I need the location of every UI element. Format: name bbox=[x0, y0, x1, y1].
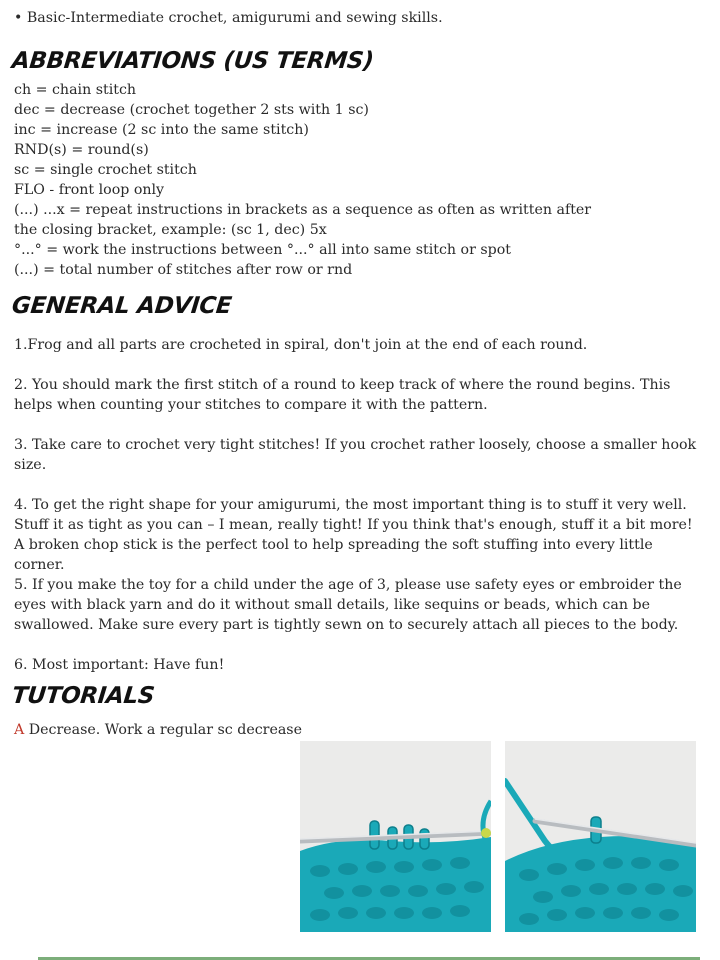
abbreviations-heading: ABBREVIATIONS (US TERMS) bbox=[10, 48, 375, 74]
general-advice-heading: GENERAL ADVICE bbox=[10, 293, 233, 319]
advice-paragraph: 1.Frog and all parts are crocheted in spiral, don't join at the end of each round. bbox=[14, 337, 588, 353]
advice-paragraph: 4. To get the right shape for your amigurumi, the most important thing is to stuff it very well. Stuff it as tight as you can – I mean, really tight! If you think that's enough, stuff it a bit more! A broken chop stick is the perfect tool to help spreading the soft stuffing into every little corner. bbox=[14, 497, 693, 573]
step-text: Decrease. Work a regular sc decrease bbox=[24, 722, 302, 738]
advice-paragraph: 6. Most important: Have fun! bbox=[14, 657, 225, 673]
tutorial-step-a bbox=[14, 720, 302, 740]
abbreviation-line: FLO - front loop only bbox=[14, 182, 165, 198]
step-letter: A bbox=[14, 722, 25, 738]
advice-paragraph: 3. Take care to crochet very tight stitches! If you crochet rather loosely, choose a smaller hook size. bbox=[14, 437, 697, 473]
tutorials-heading: TUTORIALS bbox=[10, 683, 156, 709]
abbreviation-line: RND(s) = round(s) bbox=[14, 142, 149, 158]
abbreviation-line: the closing bracket, example: (sc 1, dec) 5x bbox=[14, 222, 327, 238]
advice-paragraph: 2. You should mark the first stitch of a round to keep track of where the round begins. This helps when counting your stitches to compare it with the pattern. bbox=[14, 377, 671, 413]
tutorial-photo-decrease-1 bbox=[300, 741, 491, 932]
abbreviation-line: inc = increase (2 sc into the same stitch) bbox=[14, 122, 309, 138]
abbreviation-line: (...) ...x = repeat instructions in brackets as a sequence as often as written after bbox=[14, 202, 592, 218]
skills-list-item: • Basic-Intermediate crochet, amigurumi and sewing skills. bbox=[14, 10, 443, 26]
advice-paragraph: 5. If you make the toy for a child under the age of 3, please use safety eyes or embroider the eyes with black yarn and do it without small details, like sequins or beads, which can be swallowed. Make sure every part is tightly sewn on to securely attach all pieces to the body. bbox=[14, 577, 682, 633]
abbreviation-line: dec = decrease (crochet together 2 sts with 1 sc) bbox=[14, 102, 369, 118]
tutorial-photo-decrease-2 bbox=[505, 741, 696, 932]
abbreviation-line: (...) = total number of stitches after row or rnd bbox=[14, 262, 353, 278]
abbreviation-line: sc = single crochet stitch bbox=[14, 162, 197, 178]
abbreviation-line: °...° = work the instructions between °...° all into same stitch or spot bbox=[14, 242, 511, 258]
abbreviation-line: ch = chain stitch bbox=[14, 82, 137, 98]
